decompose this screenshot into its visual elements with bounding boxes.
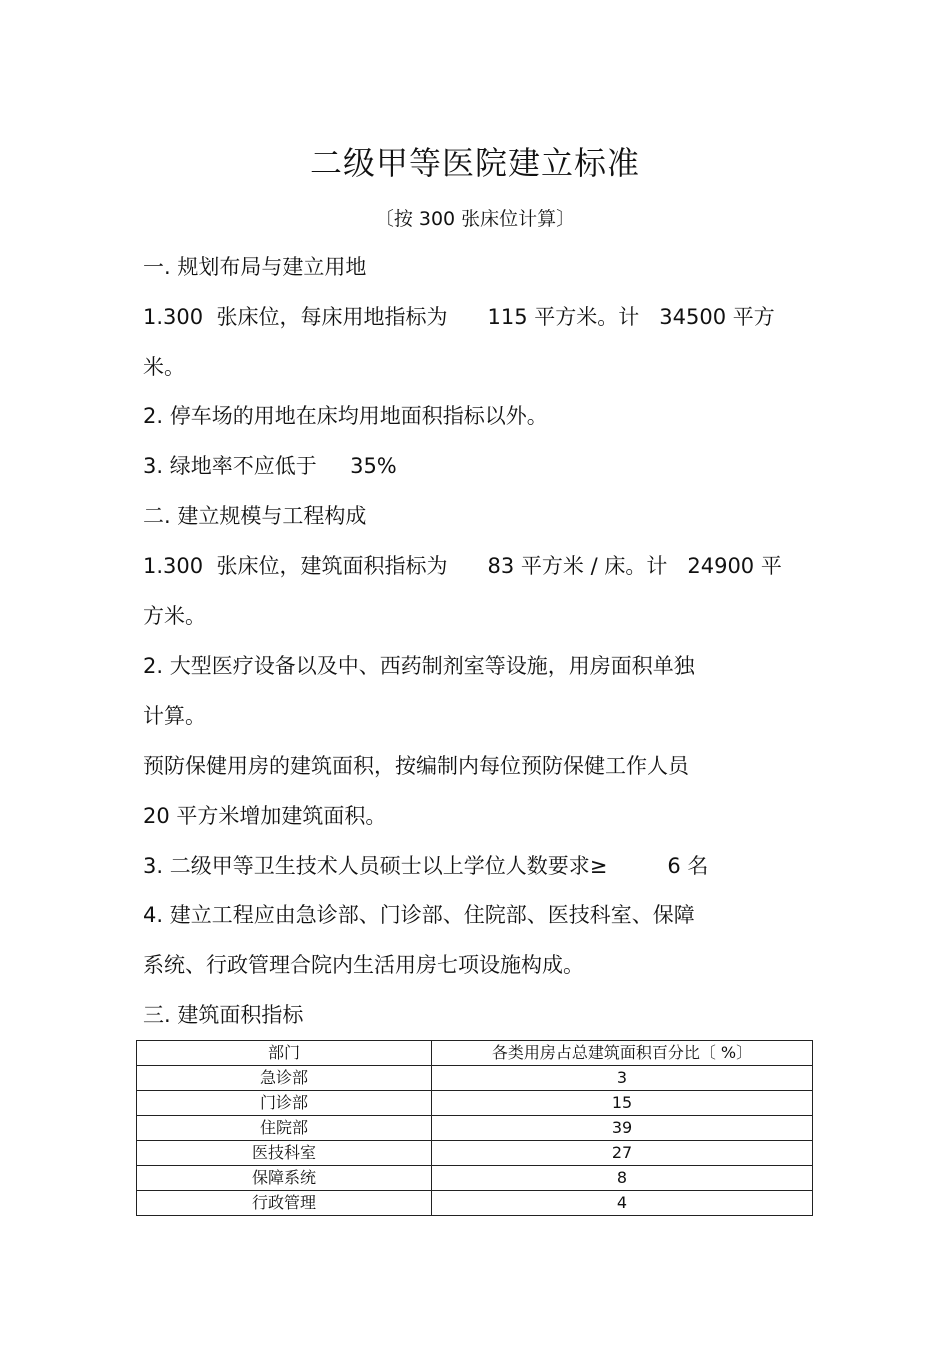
- area-ratio-table: [136, 1040, 813, 1216]
- cell-department: 保障系统: [137, 1166, 432, 1191]
- cell-department: 住院部: [137, 1116, 432, 1141]
- table-row: [137, 1066, 813, 1091]
- paragraph-line: 1.300 张床位，每床用地指标为 115 平方米。计 34500 平方: [143, 305, 775, 329]
- paragraph-line: 20 平方米增加建筑面积。: [143, 804, 387, 828]
- cell-percentage: 15: [432, 1091, 813, 1116]
- paragraph-line: 计算。: [143, 704, 206, 728]
- paragraph-line: 3. 二级甲等卫生技术人员硕士以上学位人数要求≥ 6 名: [143, 854, 709, 878]
- cell-department: 行政管理: [137, 1191, 432, 1216]
- cell-percentage: 8: [432, 1166, 813, 1191]
- section-heading-3: 三. 建筑面积指标: [143, 1003, 304, 1027]
- column-header-percentage: 各类用房占总建筑面积百分比〔 %〕: [432, 1041, 813, 1066]
- paragraph-line: 3. 绿地率不应低于 35%: [143, 454, 397, 478]
- table-row: [137, 1191, 813, 1216]
- section-heading-2: 二. 建立规模与工程构成: [143, 504, 367, 528]
- paragraph-line: 1.300 张床位，建筑面积指标为 83 平方米 / 床。计 24900 平: [143, 554, 782, 578]
- paragraph-line: 米。: [143, 355, 185, 379]
- paragraph-line: 4. 建立工程应由急诊部、门诊部、住院部、医技科室、保障: [143, 903, 695, 927]
- column-header-department: 部门: [137, 1041, 432, 1066]
- paragraph-line: 预防保健用房的建筑面积，按编制内每位预防保健工作人员: [143, 754, 689, 778]
- table-row: [137, 1116, 813, 1141]
- table-row: [137, 1166, 813, 1191]
- cell-percentage: 3: [432, 1066, 813, 1091]
- cell-percentage: 39: [432, 1116, 813, 1141]
- paragraph-line: 2. 停车场的用地在床均用地面积指标以外。: [143, 404, 548, 428]
- cell-percentage: 27: [432, 1141, 813, 1166]
- cell-department: 门诊部: [137, 1091, 432, 1116]
- table-header-row: [137, 1041, 813, 1066]
- document-subtitle: 〔按 300 张床位计算〕: [374, 208, 576, 230]
- table-row: [137, 1141, 813, 1166]
- cell-department: 急诊部: [137, 1066, 432, 1091]
- table-row: [137, 1091, 813, 1116]
- section-heading-1: 一. 规划布局与建立用地: [143, 255, 367, 279]
- paragraph-line: 2. 大型医疗设备以及中、西药制剂室等设施，用房面积单独: [143, 654, 695, 678]
- paragraph-line: 方米。: [143, 604, 206, 628]
- paragraph-line: 系统、行政管理合院内生活用房七项设施构成。: [143, 953, 584, 977]
- cell-department: 医技科室: [137, 1141, 432, 1166]
- document-title: 二级甲等医院建立标准: [309, 144, 640, 182]
- cell-percentage: 4: [432, 1191, 813, 1216]
